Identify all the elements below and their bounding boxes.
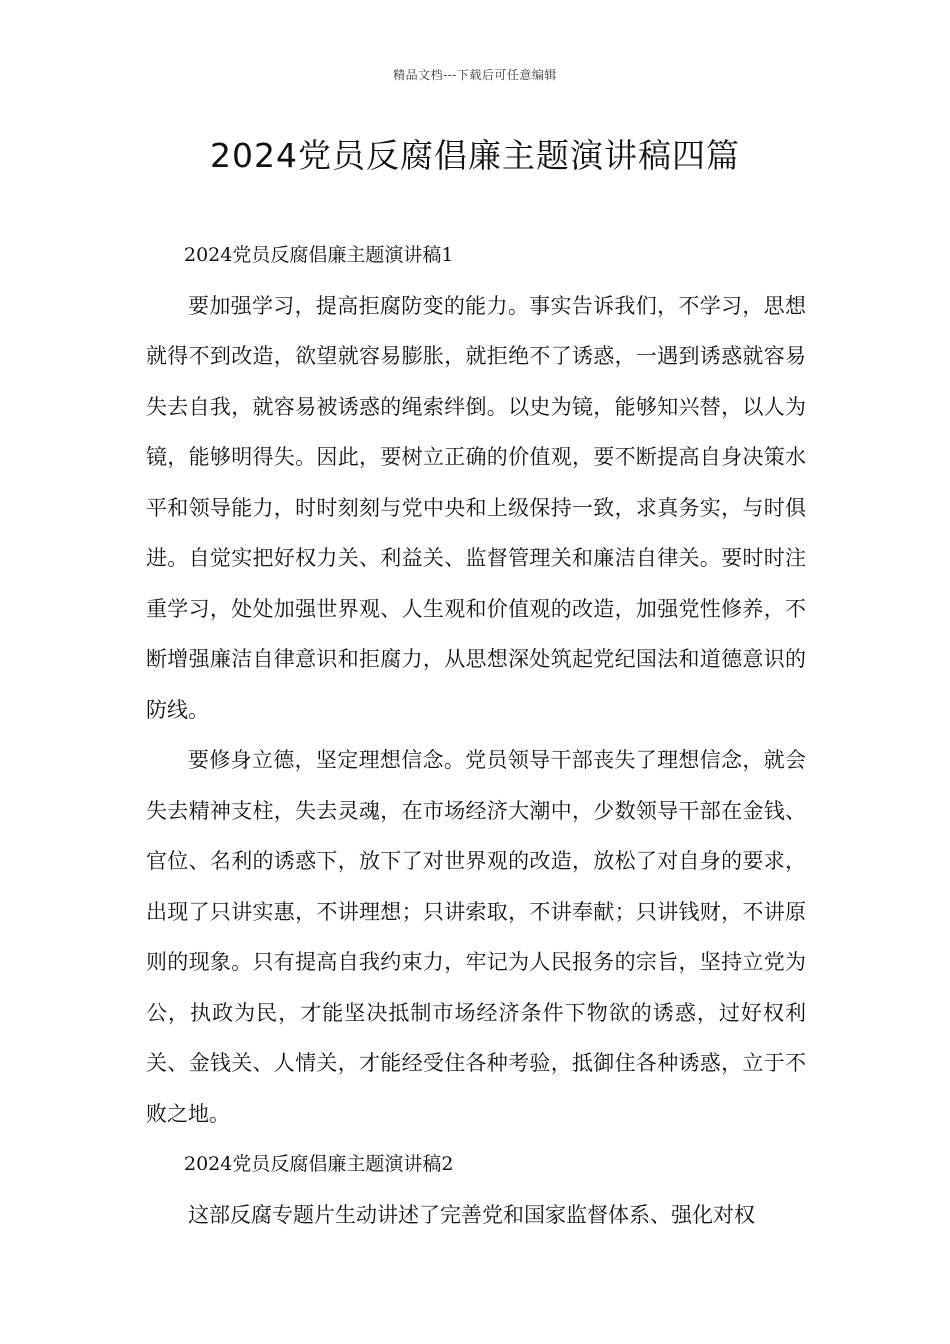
section-heading: 2024党员反腐倡廉主题演讲稿1 xyxy=(184,244,454,266)
document-body xyxy=(146,230,806,1240)
header-note: 精品文档---下载后可任意编辑 xyxy=(393,68,557,82)
paragraph: 要修身立德，坚定理想信念。党员领导干部丧失了理想信念，就会失去精神支柱，失去灵魂，在市场经济大潮中，少数领导干部在金钱、官位、名利的诱惑下，放下了对世界观的改造，放松了对自身的要求，出现了只讲实惠，不讲理想；只讲索取，不讲奉献；只讲钱财，不讲原则的现象。只有提高自我约束力，牢记为人民报务的宗旨，坚持立党为公，执政为民，才能坚决抵制市场经济条件下物欲的诱惑，过好权利关、金钱关、人情关，才能经受住各种考验，抵御住各种诱惑，立于不败之地。 xyxy=(146,748,806,1126)
paragraph: 要加强学习，提高拒腐防变的能力。事实告诉我们，不学习，思想就得不到改造，欲望就容易膨胀，就拒绝不了诱惑，一遇到诱惑就容易失去自我，就容易被诱惑的绳索绊倒。以史为镜，能够知兴替，以人为镜，能够明得失。因此，要树立正确的价值观，要不断提高自身决策水平和领导能力，时时刻刻与党中央和上级保持一致，求真务实，与时俱进。自觉实把好权力关、利益关、监督管理关和廉洁自律关。要时时注重学习，处处加强世界观、人生观和价值观的改造，加强党性修养，不断增强廉洁自律意识和拒腐力，从思想深处筑起党纪国法和道德意识的防线。 xyxy=(146,293,806,722)
section-heading: 2024党员反腐倡廉主题演讲稿2 xyxy=(184,1153,454,1175)
paragraph: 这部反腐专题片生动讲述了完善党和国家监督体系、强化对权 xyxy=(188,1202,755,1227)
document-title: 2024党员反腐倡廉主题演讲稿四篇 xyxy=(210,136,740,175)
